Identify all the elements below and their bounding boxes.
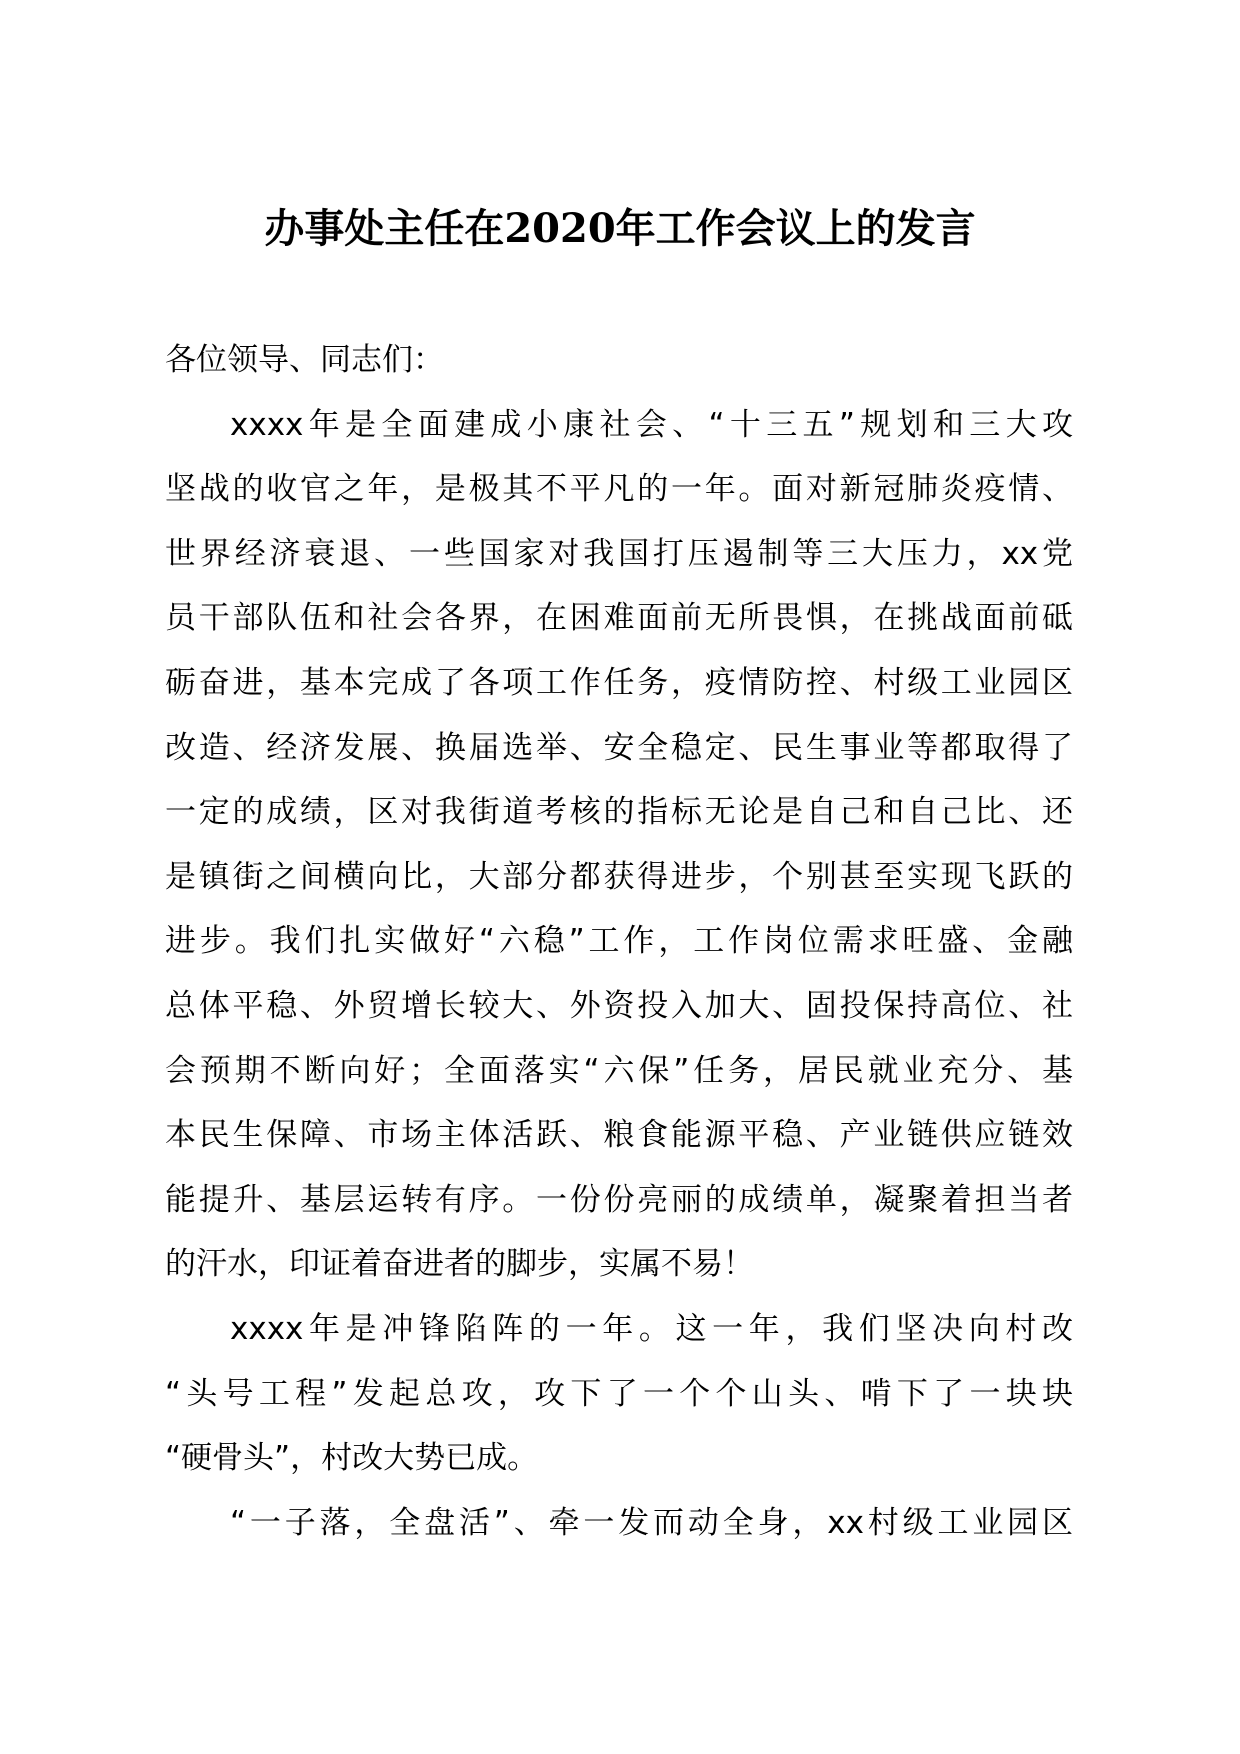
text-line: 本民生保障、市场主体活跃、粮食能源平稳、产业链供应链效 (165, 1117, 1073, 1154)
text-line: 的汗水，印证着奋进者的脚步，实属不易！ (165, 1246, 754, 1283)
paragraph (165, 1494, 1073, 1559)
text-line: 能提升、基层运转有序。一份份亮丽的成绩单，凝聚着担当者 (165, 1181, 1073, 1218)
document-title: 办事处主任在2020年工作会议上的发言 (264, 205, 976, 252)
document-body (165, 331, 1073, 1558)
paragraph (165, 1300, 1073, 1494)
text-line: xxxx年是全面建成小康社会、“十三五”规划和三大攻 (230, 406, 1073, 443)
text-line: 各位领导、同志们： (165, 342, 444, 378)
text-line: 员干部队伍和社会各界，在困难面前无所畏惧，在挑战面前砥 (165, 600, 1073, 637)
text-line: 总体平稳、外贸增长较大、外资投入加大、固投保持高位、社 (165, 987, 1073, 1024)
text-line: xxxx年是冲锋陷阵的一年。这一年，我们坚决向村改 (230, 1310, 1073, 1347)
text-line: 世界经济衰退、一些国家对我国打压遏制等三大压力，xx党 (165, 535, 1073, 572)
text-line: 一定的成绩，区对我街道考核的指标无论是自己和自己比、还 (165, 794, 1073, 831)
text-line: 坚战的收官之年，是极其不平凡的一年。面对新冠肺炎疫情、 (165, 471, 1073, 508)
paragraph (165, 331, 1073, 396)
text-line: “硬骨头”，村改大势已成。 (165, 1440, 539, 1477)
text-line: 改造、经济发展、换届选举、安全稳定、民生事业等都取得了 (165, 729, 1073, 766)
text-line: “一子落，全盘活”、牵一发而动全身，xx村级工业园区 (230, 1504, 1073, 1541)
paragraph (165, 396, 1073, 1300)
text-line: 进步。我们扎实做好“六稳”工作，工作岗位需求旺盛、金融 (165, 923, 1073, 960)
text-line: 是镇街之间横向比，大部分都获得进步，个别甚至实现飞跃的 (165, 858, 1073, 895)
text-line: 砺奋进，基本完成了各项工作任务，疫情防控、村级工业园区 (165, 664, 1073, 701)
text-line: “头号工程”发起总攻，攻下了一个个山头、啃下了一块块 (165, 1375, 1073, 1412)
text-line: 会预期不断向好；全面落实“六保”任务，居民就业充分、基 (165, 1052, 1073, 1089)
